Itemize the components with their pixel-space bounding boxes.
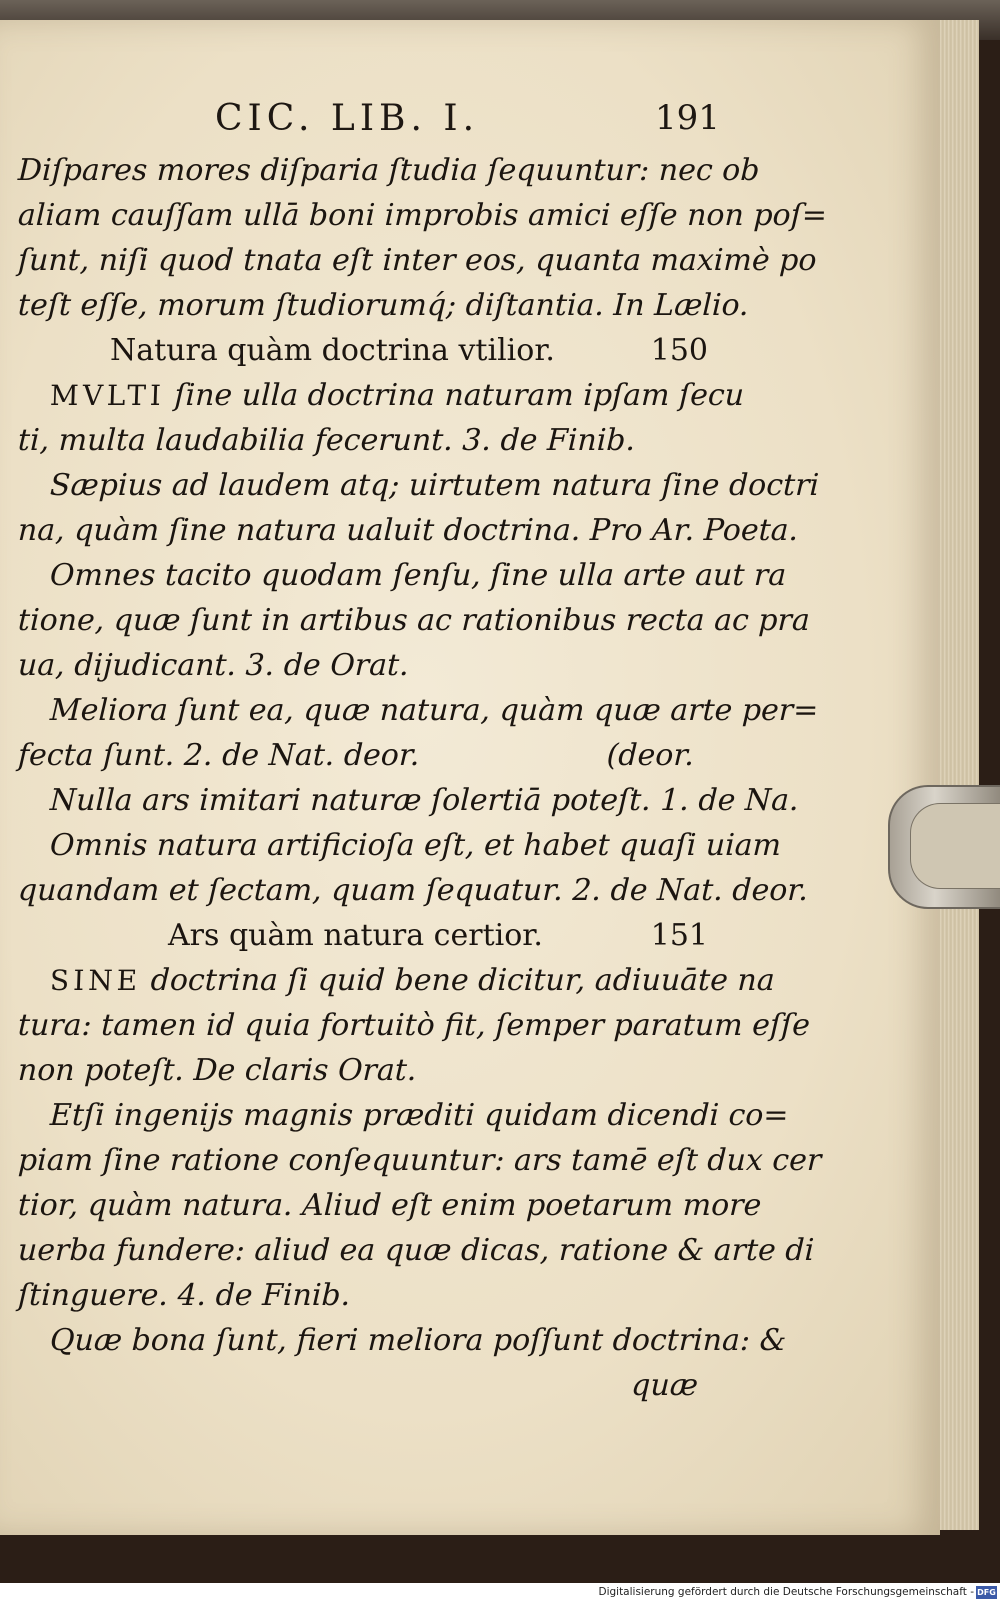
- text-line: ti, multa laudabilia fecerunt. 3. de Finib.: [17, 423, 636, 458]
- text-line: Omnes tacito quodam ſenſu, ſine ulla arte aut ra: [49, 558, 787, 593]
- text-line: Etſi ingenijs magnis præditi quidam dicendi co=: [49, 1098, 790, 1133]
- page-header: [0, 98, 940, 148]
- text-line: ua, dijudicant. 3. de Orat.: [17, 648, 410, 683]
- text-line: [17, 733, 719, 778]
- section-heading-text: Natura quàm doctrina vtilior.: [110, 333, 555, 368]
- digitization-credit: Digitalisierung gefördert durch die Deutsche Forschungsgemeinschaft -: [598, 1586, 974, 1598]
- text-line: Diſpares mores diſparia ſtudia ſequuntur: nec ob: [17, 153, 761, 188]
- section-heading-text: Ars quàm natura certior.: [168, 918, 543, 953]
- text-line: tior, quàm natura. Aliud eſt enim poetarum more: [17, 1188, 762, 1223]
- catchword: quæ: [630, 1368, 699, 1403]
- text-line: Meliora ſunt ea, quæ natura, quàm quæ arte per=: [49, 693, 819, 728]
- section-number: 151: [650, 918, 708, 953]
- text-line: non poteſt. De claris Orat.: [17, 1053, 418, 1088]
- text-line: Sæpius ad laudem atq; uirtutem natura ſine doctri: [49, 468, 820, 503]
- text-block: [17, 148, 828, 1408]
- text-line: [17, 373, 745, 418]
- line-text: fecta ſunt. 2. de Nat. deor.: [17, 738, 421, 773]
- lead-capitals: SINE: [49, 964, 142, 997]
- text-line: na, quàm ſine natura ualuit doctrina. Pro Ar. Poeta.: [17, 513, 799, 548]
- text-line: ſtinguere. 4. de Finib.: [17, 1278, 351, 1313]
- text-line: quandam et ſectam, quam ſequatur. 2. de Nat. deor.: [17, 873, 809, 908]
- turnover-text: (deor.: [606, 738, 695, 773]
- book-page: [0, 20, 940, 1535]
- section-heading-150: [18, 328, 718, 373]
- text-line: [17, 958, 776, 1003]
- text-line: tione, quæ ſunt in artibus ac rationibus recta ac pra: [17, 603, 811, 638]
- folio-number: 191: [655, 98, 720, 138]
- text-line: aliam cauſſam ullā boni improbis amici eſſe non poſ=: [17, 198, 828, 233]
- text-line: teſt eſſe, morum ſtudiorumq́; diſtantia. In Lælio.: [17, 288, 750, 323]
- text-line: piam ſine ratione conſequuntur: ars tamē eſt dux cer: [17, 1143, 822, 1178]
- text-line: Omnis natura artificioſa eſt, et habet quaſi uiam: [49, 828, 782, 863]
- dfg-logo-icon: DFG: [977, 1588, 996, 1597]
- line-text: ſine ulla doctrina naturam ipſam ſecu: [173, 378, 745, 413]
- text-line: ſunt, niſi quod tnata eſt inter eos, quanta maximè po: [17, 243, 818, 278]
- section-number: 150: [650, 333, 708, 368]
- lead-capitals: MVLTI: [49, 379, 166, 412]
- text-line: Quæ bona ſunt, fieri meliora poſſunt doctrina: &: [49, 1323, 787, 1358]
- line-text: doctrina ſi quid bene dicitur, adiuuāte na: [150, 963, 776, 998]
- clasp-inner: [910, 803, 1000, 889]
- section-heading-151: [18, 913, 718, 958]
- text-line: uerba fundere: aliud ea quæ dicas, ratione & arte di: [17, 1233, 815, 1268]
- text-line: tura: tamen id quia fortuitò fit, ſemper paratum eſſe: [17, 1008, 811, 1043]
- book-clasp: [888, 785, 1000, 909]
- text-line: Nulla ars imitari naturæ ſolertiā poteſt. 1. de Na.: [49, 783, 800, 818]
- running-head: CIC. LIB. I.: [215, 98, 480, 139]
